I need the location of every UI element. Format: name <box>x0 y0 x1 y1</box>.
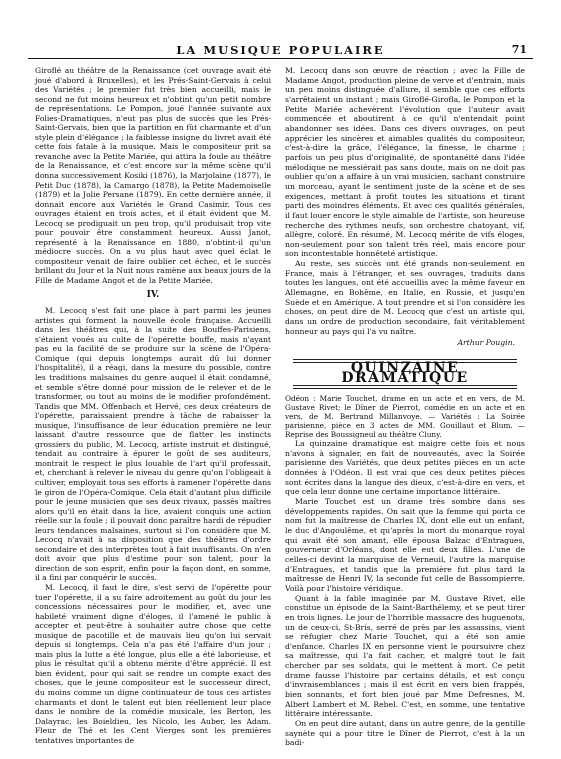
paragraph: M. Lecocq dans son œuvre de réaction ; avec la Fille de Madame Angot, production pleine de verve et d'entrain, mais un peu moins distinguée d'allure, il semble que ces efforts s'arrêtaient un instant ; mais Giroflé-Girofla, le Pompon et la Petite Mariée achevèrent l'évolution que l'auteur avait commencée et aboutirent à ce qu'il n'entendait point abandonner ses idées. Dans ces divers ouvrages, on peut apprécier les sincères et aimables qualités du compositeur, c'est-à-dire la grâce, l'élégance, la finesse, le charme ; parfois un peu plus d'originalité, de spontanéité dans l'idée mélodique ne messiérait pas sans doute, mais on ne doit pas oublier qu'on a affaire à un vrai musicien, sachant construire un morceau, ayant le sentiment juste de la scène et de ses exigences, mettant à profit toutes les situations et tirant parti des moindres éléments. Et avec ces qualités générales, il faut louer encore le style aimable de l'artiste, son heureuse recherche des rythmes neufs, son orchestre chatoyant, vif, allègre, coloré. En résumé, M. Lecocq mérite de vifs éloges, non-seulement pour son talent très réel, mais encore pour son incontestable honnêteté artistique. <box>285 66 525 259</box>
paragraph: Marie Touchet est un drame très sombre dans ses développements rapides. On sait que la femme qui porta ce nom fut la maîtresse de Charles IX, dont elle eut un enfant, le duc d'Angoulême, et qu'après la mort du monarque royal qui avait été son amant, elle épousa Balzac d'Entragues, gouverneur d'Orléans, dont elle eut deux filles. L'une de celles-ci devint la marquise de Verneuil, l'autre la marquise d'Entragues, et tandis que la première fut plus tard la maîtresse de Henri IV, la seconde fut celle de Bassompierre. Voilà pour l'histoire véridique. <box>285 496 525 593</box>
section-heading-ornament <box>285 358 525 388</box>
author-signature: Arthur Pougin. <box>457 338 515 348</box>
left-column <box>35 66 271 745</box>
paragraph: On en peut dire autant, dans un autre genre, de la gentille saynète qui a pour titre le Dîner de Pierrot, c'est à la un badi- <box>285 719 525 748</box>
paragraph: Quant à la fable imaginée par M. Gustave Rivet, elle constitue un épisode de la Saint-Barthélemy, et se peut tirer en trois lignes. Le jour de l'horrible massacre des huguenots, un de ceux-ci, St-Bris, serré de près par les assassins, vient se réfugier chez Marie Touchet, qui a été son amie d'enfance. Charles IX en personne vient le poursuivre chez sa maîtresse, qui l'a fait cacher, et malgré tout le fait chercher par ses soldats, qui le mettent à mort. Ce petit drame fausse l'histoire par certains détails, et est conçu d'invraisemblances ; mais il est écrit en vers bien frappés, bien sonnants, et fort bien joué par Mme Defresnes, M. Albert Lambert et M. Rebel. C'est, en somme, une tentative littéraire intéressante. <box>285 593 525 719</box>
section-number: IV. <box>146 289 160 300</box>
paragraph: Giroflé au théâtre de la Renaissance (cet ouvrage avait été joué d'abord à Bruxelles), et les Prés-Saint-Gervais à celui des Variétés ; le premier fut très bien accueilli, mais le second ne fut moins heureux et n'obtint qu'un petit nombre de représentations. Le Pompon, joué l'année suivante aux Folies-Dramatiques, n'eut pas plus de succès que les Prés-Saint-Gervais, bien que la partition en fût charmante et d'un style plein d'élégance ; la faiblesse insigne du livret avait été cette fois fatale à la musique. Mais le compositeur prit sa revanche avec la Petite Mariée, qui attira la foule au théâtre de la Renaissance, et c'est encore sur la même scène qu'il donna successivement Kosiki (1876), la Marjolaine (1877), le Petit Duc (1878), la Camargo (1878), la Petite Mademoiselle (1879) et la Jolie Persane (1879). En cette dernière année, il donnait encore aux Variétés le Grand Casimir. Tous ces ouvrages étaient en trois actes, et il était évident que M. Lecocq se prodiguait un peu trop, qu'il produisait trop vite pour pouvoir être constamment heureux. Aussi Janot, représenté à la Renaissance en 1880, n'obtint-il qu'un médiocre succès. On a vu plus haut avec quel éclat le compositeur venait de faire oublier cet échec, et le succès brillant du Jour et la Nuit nous ramène aux beaux jours de la Fille de Madame Angot et de la Petite Mariée. <box>35 66 271 286</box>
ornament-rule-bottom <box>293 385 517 389</box>
theatre-listing: Odéon : Marie Touchet, drame en un acte et en vers, de M. Gustave Rivet; le Dîner de Pierrot, comédie en un acte et en vers, de M. Bertrand Millanvoye. — Variétés : La Soirée parisienne, pièce en 3 actes de MM. Gouillaut et Blum. — Reprise des Boussigneul au théâtre Cluny. <box>285 394 525 440</box>
right-column <box>285 66 525 748</box>
paragraph: M. Lecocq s'est fait une place à part parmi les jeunes artistes qui forment la nouvelle école française. Accueilli dans les théâtres qui, à la suite des Bouffes-Parisiens, s'étaient voués au culte de l'opérette bouffe, mais n'ayant pas eu la facilité de se produire sur la scène de l'Opéra-Comique (qui depuis longtemps aurait dû lui donner l'hospitalité), il a réagi, dans la mesure du possible, contre les traditions malsaines du genre auquel il était condamné, et semble s'être donné pour mission de le relever et de le transformer, ou tout au moins de le modifier profondément. Tandis que MM. Offenbach et Hervé, ces deux créateurs de l'opérette, paraissaient prendre à tâche de rabaisser la musique, l'insuffisance de leur éducation première ne leur laissant d'autre ressource que de flatter les instincts grossiers du public, M. Lecocq, artiste instruit et distingué, tendait au contraire à épurer le goût de ses auditeurs, montrait le respect le plus louable de l'art qu'il professait, et, cherchant à relever le niveau du genre qu'on l'obligeait à cultiver, employait tous ses efforts à ramener l'opérette dans le giron de l'Opéra-Comique. Cela était d'autant plus difficile pour le jeune musicien que ses deux rivaux, passés maîtres alors qu'il en était dans la lice, avaient conquis une action réelle sur la foule ; il pouvait donc paraître hardi de répudier leurs tendances malsaines, surtout si l'on considère que M. Lecocq n'avait à sa disposition que des théâtres d'ordre secondaire et des interprètes tout à fait insuffisants. On n'en doit avoir que plus d'estime pour son talent, pour la direction de son esprit, enfin pour la façon dont, en somme, il a fini par conquérir le succès. <box>35 306 271 583</box>
paragraph: M. Lecocq, il faut le dire, s'est servi de l'opérette pour tuer l'opérette, il a su faire adroitement au goût du jour les concessions nécessaires pour le modifier, et, avec une habileté vraiment digne d'éloges, il l'amené le public à accepter et peut-être à souhaiter autre chose que cette musique de pacotille et de mauvais lieu qu'on lui servait depuis si longtemps. Cela n'a pas été l'affaire d'un jour ; mais plus la lutte a été longue, plus elle a été laborieuse, et plus le résultat qu'il a obtenu mérite d'être apprécié. Il est bien évident, pour qui sait se rendre un compte exact des choses, que le jeune compositeur est le successeur direct, du moins comme un digne continuateur de tous ces artistes charmants et dont le talent eut bien réellement leur place dans le nombre de la comédie musicale, les Berton, les Dalayrac, les Boieldieu, les Nicolo, les Auber, les Adam. Fleur de Thé et les Cent Vierges sont les premières tentatives importantes de <box>35 582 271 745</box>
paragraph: La quinzaine dramatique est maigre cette fois et nous n'avons à signaler, en fait de nouveautés, avec la Soirée parisienne des Variétés, que deux petites pièces en un acte données à l'Odéon. Il est vrai que ces deux petites pièces sont écrites dans la langue des dieux, c'est-à-dire en vers, et que cela leur donne une certaine importance littéraire. <box>285 439 525 497</box>
journal-title: LA MUSIQUE POPULAIRE <box>176 43 385 57</box>
paragraph: Au reste, ses succès ont été grands non-seulement en France, mais à l'étranger, et ses ouvrages, traduits dans toutes les langues, ont été accueillis avec la même faveur en Allemagne, en Bohême, en Italie, en Russie, et jusqu'en Suède et en Amérique. A tout prendre et si l'on considère les choses, on peut dire de M. Lecocq que c'est un artiste qui, dans un ordre de production secondaire, fait véritablement honneur au pays qui l'a vu naître. <box>285 259 525 336</box>
running-header <box>28 40 533 60</box>
header-rule <box>28 58 533 59</box>
section-title: QUINZAINE DRAMATIQUE <box>341 360 469 386</box>
page-number: 71 <box>511 43 527 56</box>
